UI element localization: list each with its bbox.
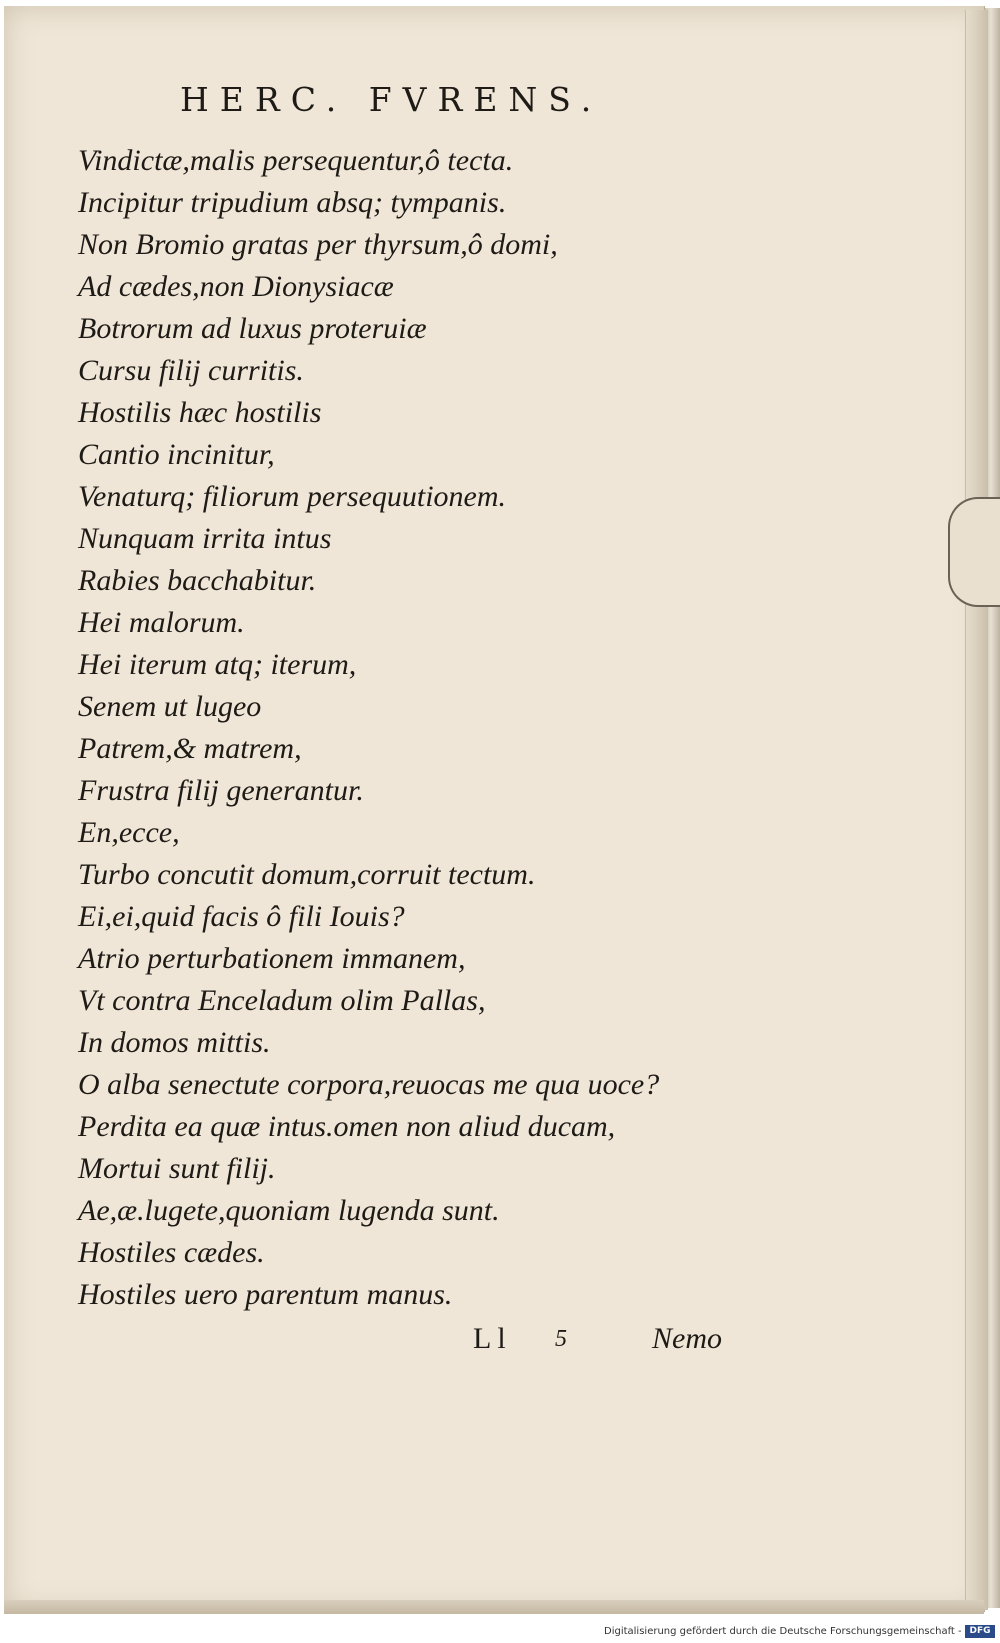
verse-line: In domos mittis. (78, 1026, 271, 1059)
verse-line: Ei,ei,quid facis ô fili Iouis? (78, 900, 405, 933)
page-bottom-edge (4, 1600, 984, 1614)
verse-line: Cantio incinitur, (78, 438, 275, 471)
verse-line: Hei iterum atq; iterum, (78, 648, 357, 681)
verse-line: Vt contra Enceladum olim Pallas, (78, 984, 486, 1017)
verse-line: Turbo concutit domum,corruit tectum. (78, 858, 536, 891)
verse-line: Botrorum ad luxus proteruiæ (78, 312, 427, 345)
verse-line: Rabies bacchabitur. (78, 564, 317, 597)
verse-line: Ae,æ.lugete,quoniam lugenda sunt. (78, 1194, 500, 1227)
verse-text (78, 140, 659, 1316)
verse-line: Incipitur tripudium absq; tympanis. (78, 186, 507, 219)
verse-line: Ad cædes,non Dionysiacæ (78, 270, 394, 303)
verse-line: Atrio perturbationem immanem, (78, 942, 466, 975)
running-title: HERC. FVRENS. (180, 80, 603, 119)
digitization-credit: Digitalisierung gefördert durch die Deutsche Forschungsgemeinschaft - (604, 1626, 962, 1637)
dfg-logo: DFG (965, 1625, 995, 1638)
catchword: Nemo (652, 1322, 722, 1355)
verse-line: Vindictæ,malis persequentur,ô tecta. (78, 144, 514, 177)
signature-mark: Ll (473, 1322, 512, 1355)
page-fore-edge (965, 10, 988, 1610)
verse-line: Patrem,& matrem, (78, 732, 302, 765)
verse-line: Hostiles uero parentum manus. (78, 1278, 453, 1311)
verse-line: Mortui sunt filij. (78, 1152, 276, 1185)
verse-line: O alba senectute corpora,reuocas me qua uoce? (78, 1068, 660, 1101)
signature-number: 5 (555, 1326, 567, 1352)
verse-line: Hostiles cædes. (78, 1236, 265, 1269)
book-tab-marker (948, 497, 1000, 607)
verse-line: Venaturq; filiorum persequutionem. (78, 480, 507, 513)
verse-line: Hostilis hæc hostilis (78, 396, 322, 429)
verse-line: Cursu filij curritis. (78, 354, 304, 387)
verse-line: Non Bromio gratas per thyrsum,ô domi, (78, 228, 558, 261)
verse-line: Senem ut lugeo (78, 690, 262, 723)
verse-line: Nunquam irrita intus (78, 522, 332, 555)
verse-line: En,ecce, (78, 816, 180, 849)
verse-line: Perdita ea quæ intus.omen non aliud ducam, (78, 1110, 616, 1143)
verse-line: Hei malorum. (78, 606, 245, 639)
verse-line: Frustra filij generantur. (78, 774, 364, 807)
